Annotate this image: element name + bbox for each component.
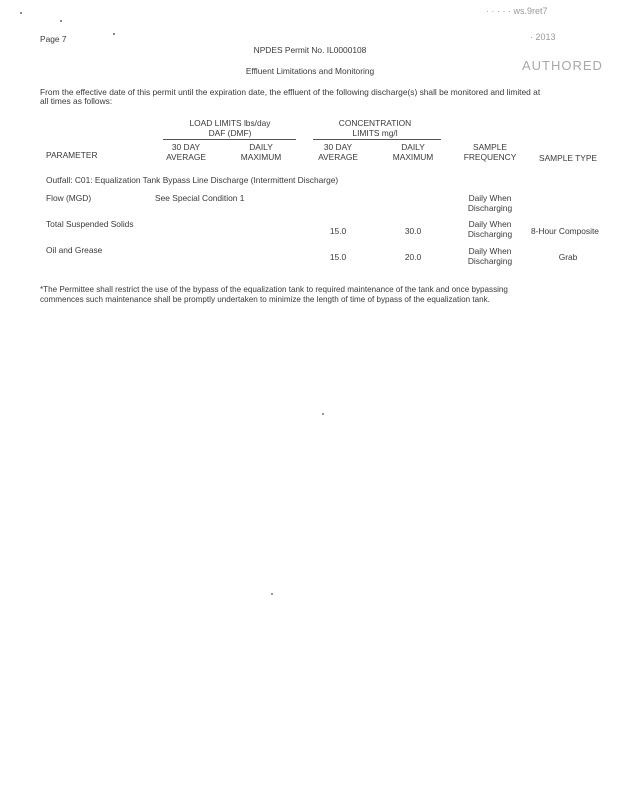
row-oil-grease-parameter: Oil and Grease [46, 245, 103, 255]
concentration-rule [313, 139, 441, 140]
row-flow-note: See Special Condition 1 [155, 193, 245, 203]
concentration-group-line-1: CONCENTRATION [338, 118, 412, 128]
col-header-parameter: PARAMETER [46, 150, 98, 160]
col-header-load-30day-line-2: AVERAGE [166, 152, 206, 162]
outfall-heading: Outfall: C01: Equalization Tank Bypass Line Discharge (Intermittent Discharge) [46, 175, 339, 185]
row-tss-frequency-line-1: Daily When [468, 219, 512, 229]
row-tss-frequency [454, 219, 526, 239]
col-header-conc-30day-line-2: AVERAGE [318, 152, 358, 162]
footnote-line-2: commences such maintenance shall be promptly undertaken to minimize the length of time of bypass of the equalization tank. [40, 295, 490, 304]
page-label: Page 7 [40, 34, 67, 44]
col-header-conc-daily [383, 142, 443, 162]
col-header-load-daily-line-2: MAXIMUM [240, 152, 282, 162]
col-header-frequency-line-2: FREQUENCY [463, 152, 517, 162]
col-header-conc-30day [306, 142, 370, 162]
load-limits-group-header [160, 118, 300, 138]
col-header-conc-daily-line-1: DAILY [401, 142, 425, 152]
row-tss-sample-type: 8-Hour Composite [531, 226, 599, 236]
concentration-group-header [310, 118, 440, 138]
col-header-load-30day [155, 142, 217, 162]
scan-id-mark: · · · · · ws.9ret7 [486, 6, 548, 16]
row-oil-grease-conc-daily: 20.0 [404, 252, 422, 262]
row-tss-conc-30day: 15.0 [329, 226, 347, 236]
col-header-load-30day-line-1: 30 DAY [171, 142, 201, 152]
received-stamp: AUTHORED [522, 58, 603, 73]
col-header-load-daily [228, 142, 294, 162]
row-tss-parameter: Total Suspended Solids [46, 219, 134, 229]
col-header-conc-30day-line-1: 30 DAY [323, 142, 353, 152]
scan-date-mark: · 2013 [530, 32, 556, 42]
row-oil-grease-sample-type: Grab [558, 252, 578, 262]
col-header-sample-type: SAMPLE TYPE [538, 153, 598, 163]
permit-title: NPDES Permit No. IL0000108 [253, 45, 367, 55]
concentration-group-line-2: LIMITS mg/l [352, 128, 398, 138]
col-header-conc-daily-line-2: MAXIMUM [392, 152, 434, 162]
footnote-line-1: *The Permittee shall restrict the use of the bypass of the equalization tank to required maintenance of the tank and once bypassing [40, 285, 508, 294]
scan-speck [113, 33, 115, 35]
load-limits-group-line-2: DAF (DMF) [208, 128, 252, 138]
intro-line-2: all times as follows: [40, 96, 113, 106]
row-flow-frequency-line-2: Discharging [467, 203, 513, 213]
col-header-frequency-line-1: SAMPLE [473, 142, 507, 152]
row-tss-frequency-line-2: Discharging [467, 229, 513, 239]
scan-speck [271, 593, 273, 595]
intro-line-1: From the effective date of this permit until the expiration date, the effluent of the following discharge(s) shall be monitored and limited at [40, 87, 541, 97]
row-flow-frequency-line-1: Daily When [468, 193, 512, 203]
col-header-frequency [454, 142, 526, 162]
load-limits-rule [163, 139, 296, 140]
row-flow-frequency [454, 193, 526, 213]
row-oil-grease-frequency [454, 246, 526, 266]
section-title: Effluent Limitations and Monitoring [245, 66, 375, 76]
row-tss-conc-daily: 30.0 [404, 226, 422, 236]
scan-speck [60, 20, 62, 22]
row-oil-grease-frequency-line-1: Daily When [468, 246, 512, 256]
row-flow-parameter: Flow (MGD) [46, 193, 92, 203]
scan-speck [20, 12, 22, 14]
scan-speck [322, 413, 324, 415]
row-oil-grease-conc-30day: 15.0 [329, 252, 347, 262]
load-limits-group-line-1: LOAD LIMITS lbs/day [189, 118, 271, 128]
col-header-load-daily-line-1: DAILY [249, 142, 273, 152]
row-oil-grease-frequency-line-2: Discharging [467, 256, 513, 266]
